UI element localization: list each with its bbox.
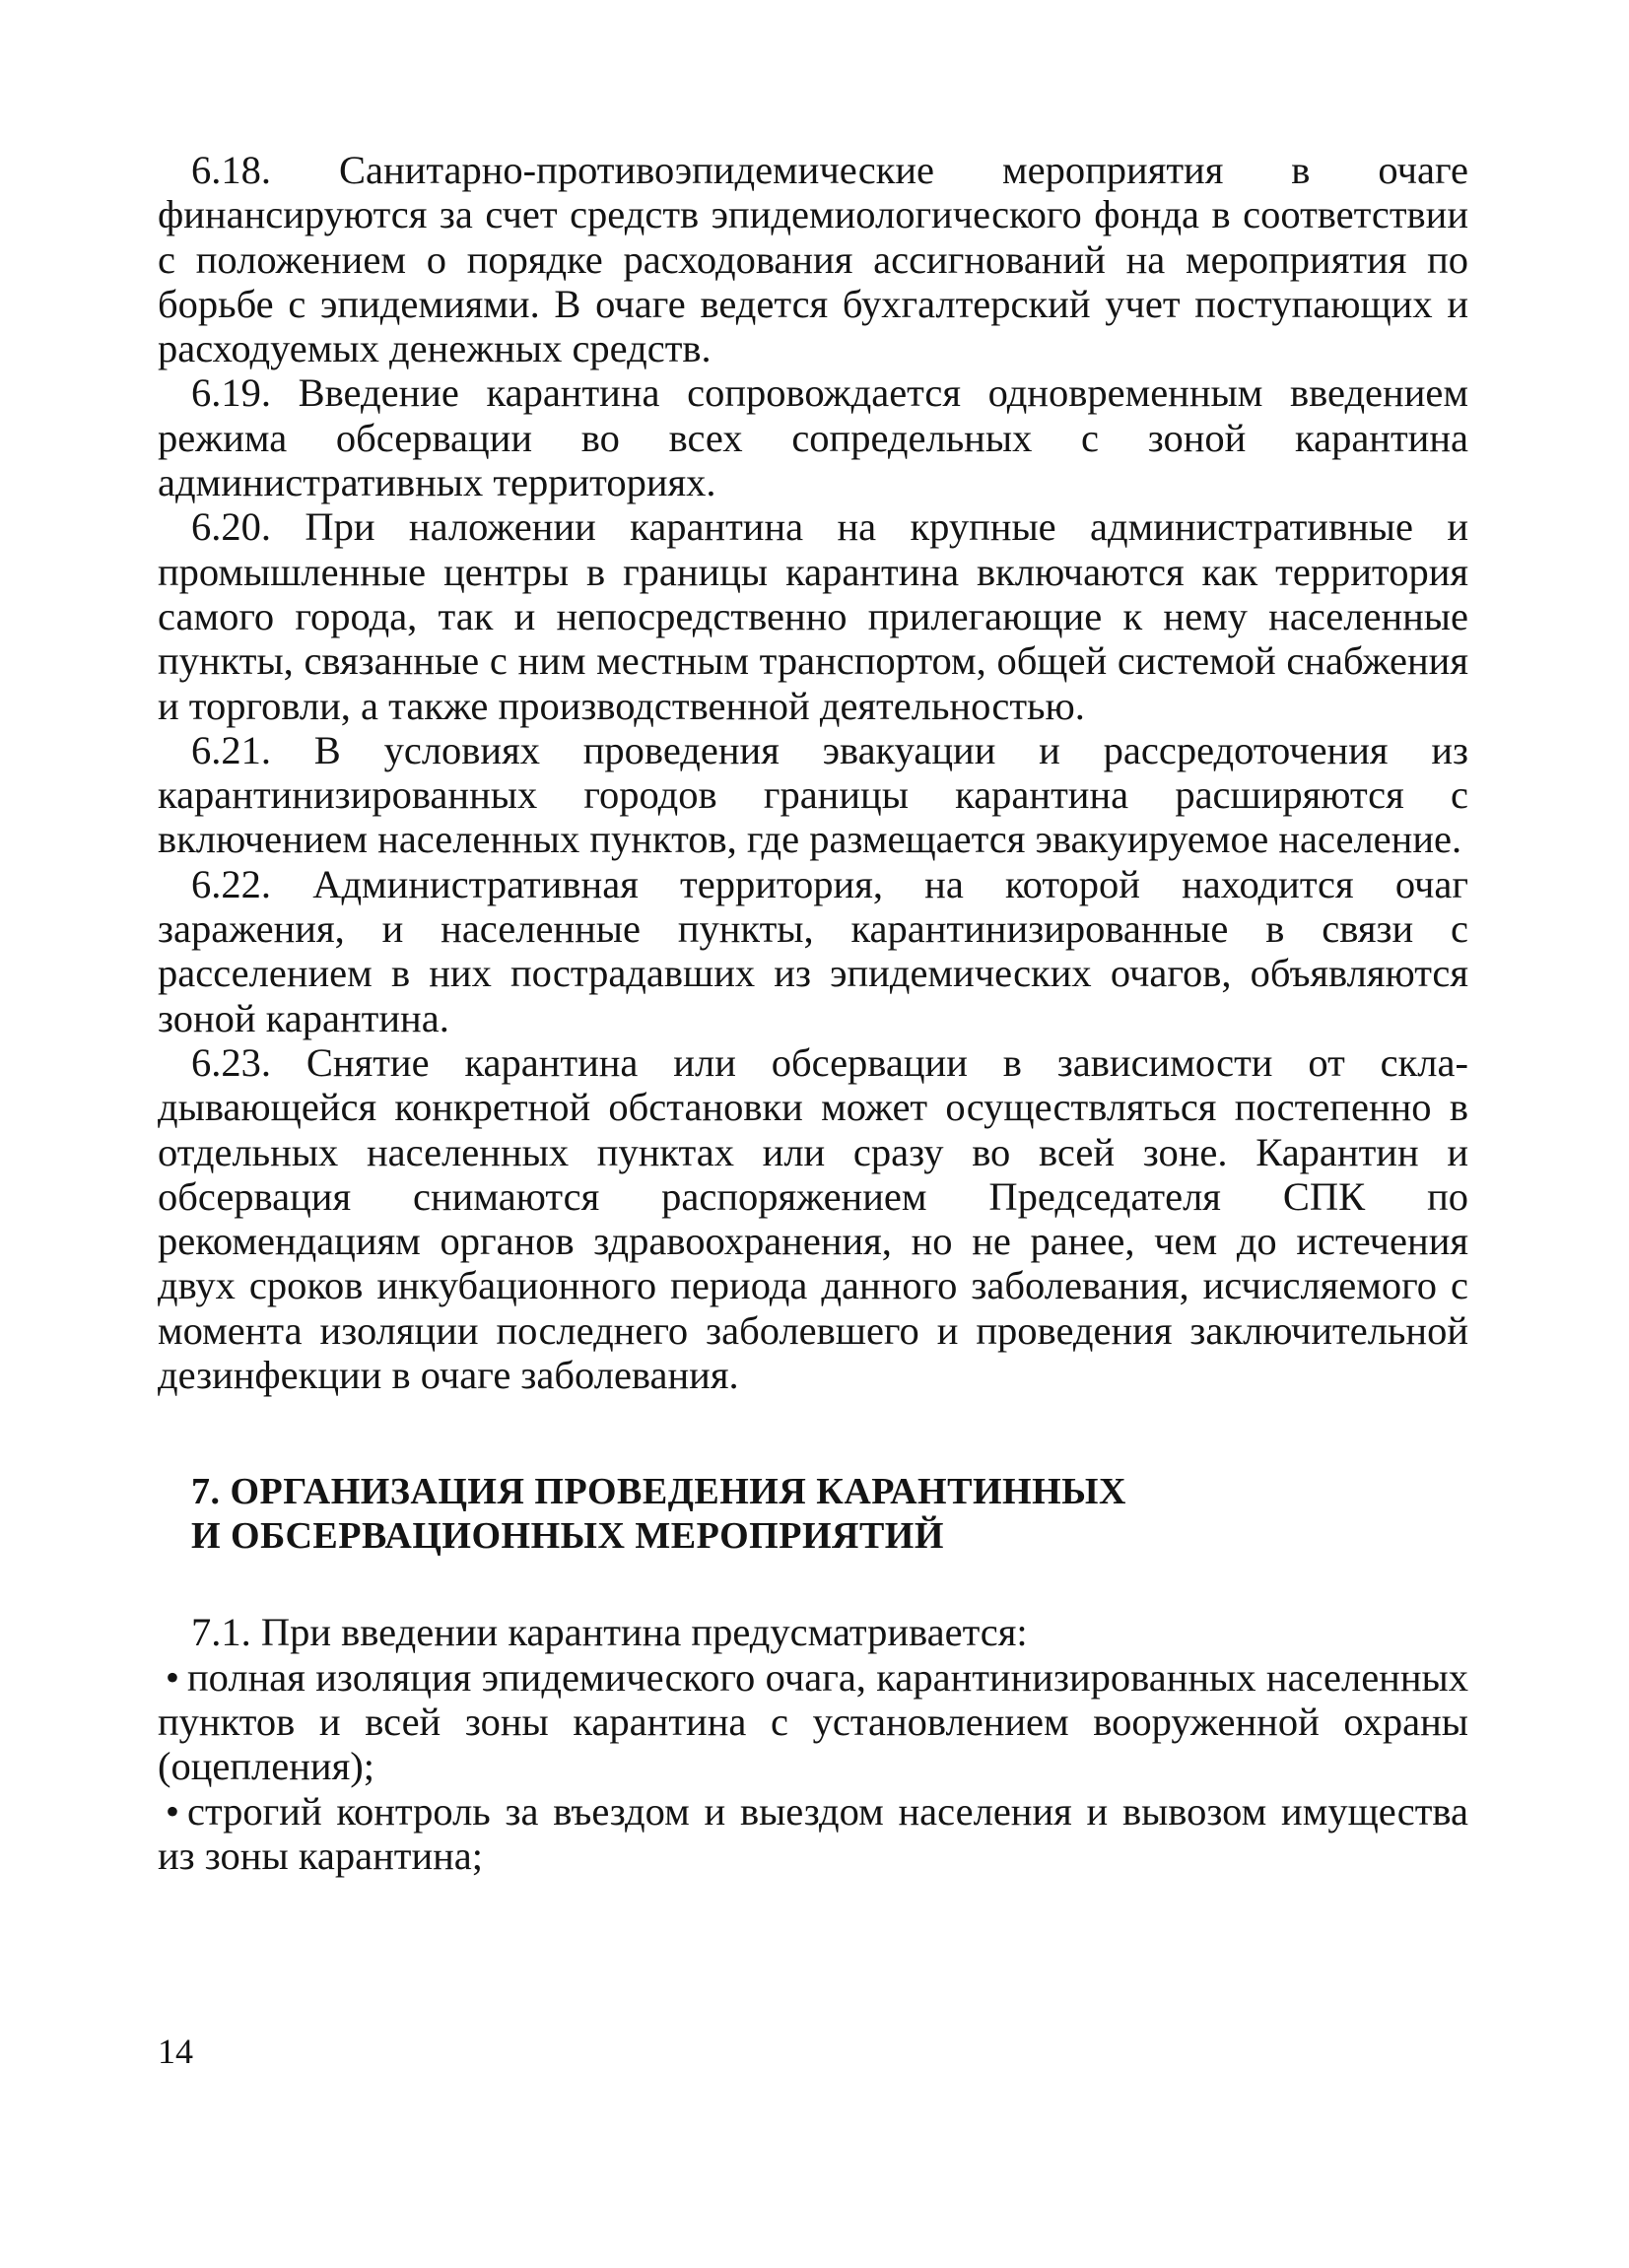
section-7-heading [158,1470,1468,1559]
bullet-text: полная изоляция эпидемического очага, карантинизированных населенных пунктов и всей зоны карантина с установлением вооруженной охраны (оцепления); [158,1654,1468,1789]
paragraph-6-23: 6.23. Снятие карантина или обсервации в зависимости от складывающейся конкретной обстановки может осуществляться постепенно в отдельных населенных пунктах или сразу во всей зоне. Карантин и обсервация снимаются распоряжением Председателя СПК по рекомендациям органов здравоохранения, но не ранее, чем до истечения двух сроков инкубационного периода данного заболевания, исчисляемого с момента изоляции последнего заболевшего и проведения заключительной дезинфекции в очаге заболевания. [158,1039,1468,1398]
section-heading-line-2: И ОБСЕРВАЦИОННЫХ МЕРОПРИЯТИЙ [191,1515,944,1558]
bullet-item [158,1789,1468,1879]
page-number: 14 [158,2032,193,2071]
paragraph-7-1: 7.1. При введении карантина предусматривается: [191,1610,1028,1655]
paragraph-6-22: 6.22. Административная территория, на которой находится очаг заражения, и населенные пункты, карантинизированные в связи с расселением в них пострадавших из эпидемических очагов, объявляются зоной карантина. [158,861,1468,1040]
bullet-item [158,1655,1468,1789]
paragraph-6-21: 6.21. В условиях проведения эвакуации и рассредоточения из карантинизированных городов границы карантина расширяются с включением населенных пунктов, где размещается эвакуируемое население. [158,727,1468,862]
paragraph-6-20: 6.20. При наложении карантина на крупные административные и промышленные центры в границы карантина включаются как территория самого города, так и непосредственно прилегающие к нему населенные пункты, связанные с ним местным транспортом, общей системой снабжения и торговли, а также производственной деятельностью. [158,504,1468,728]
bullet-text: строгий контроль за въездом и выездом населения и вывозом имущества из зоны карантина; [158,1788,1468,1878]
bullet-mark: • [165,1788,180,1834]
section-heading-line-1: 7. ОРГАНИЗАЦИЯ ПРОВЕДЕНИЯ КАРАНТИННЫХ [191,1471,1126,1513]
paragraph-6-18: 6.18. Санитарно-противоэпидемические мероприятия в очаге финансируются за счет средств эпидемиологического фонда в соответствии с положением о порядке расходования ассигнований на мероприятия по борьбе с эпидемиями. В очаге ведется бухгалтерский учет поступающих и расходуемых денежных средств. [158,148,1468,371]
paragraph-6-19: 6.19. Введение карантина сопровождается одновременным введением режима обсервации во всех сопредельных с зоной карантина административных территориях. [158,370,1468,505]
bullet-mark: • [165,1654,180,1700]
document-page [158,148,1468,1878]
